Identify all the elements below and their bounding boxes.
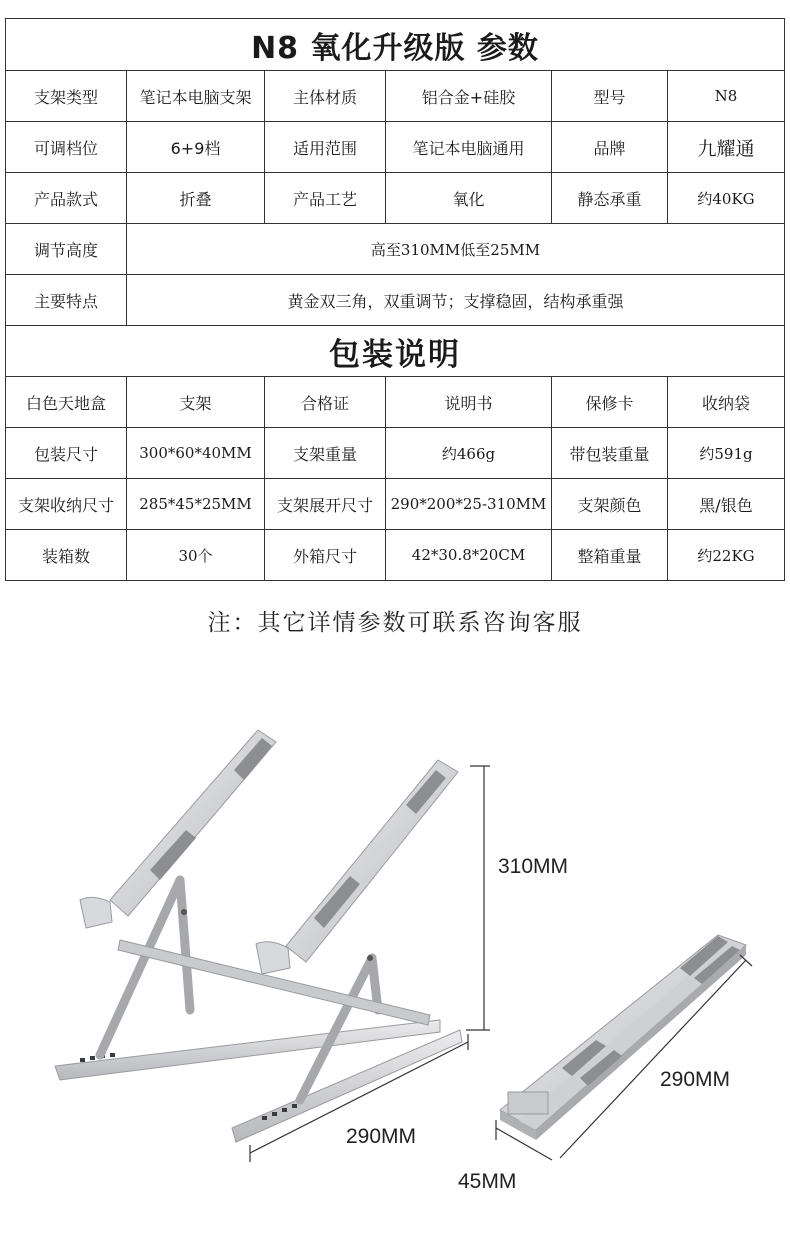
spec-value: 九耀通 [668,122,785,173]
spec-label: 产品工艺 [265,173,386,224]
height-dimension-line [466,766,490,1030]
packing-cell: 收纳袋 [668,377,785,428]
packing-cell: 白色天地盒 [6,377,127,428]
spec-value: 氧化 [386,173,552,224]
spec-value: 约40KG [668,173,785,224]
packing-value: 42*30.8*20CM [386,530,552,581]
packing-value: 约466g [386,428,552,479]
spec-row [6,173,785,224]
spec-label: 适用范围 [265,122,386,173]
spec-value: 6+9档 [127,122,265,173]
packing-label: 支架展开尺寸 [265,479,386,530]
spec-label: 型号 [552,71,668,122]
spec-value: 折叠 [127,173,265,224]
packing-value: 300*60*40MM [127,428,265,479]
packing-value: 黑/银色 [668,479,785,530]
spec-value: 黄金双三角，双重调节；支撑稳固，结构承重强 [127,275,785,326]
packing-label: 外箱尺寸 [265,530,386,581]
packing-label: 装箱数 [6,530,127,581]
spec-value: 铝合金+硅胶 [386,71,552,122]
spec-label: 品牌 [552,122,668,173]
packing-label: 整箱重量 [552,530,668,581]
packing-label: 支架重量 [265,428,386,479]
packing-value: 285*45*25MM [127,479,265,530]
packing-cell: 保修卡 [552,377,668,428]
packing-value: 约591g [668,428,785,479]
spec-table [5,18,785,581]
packing-value: 290*200*25-310MM [386,479,552,530]
spec-label: 可调档位 [6,122,127,173]
height-label: 310MM [498,855,569,878]
spec-row [6,122,785,173]
spec-label: 主要特点 [6,275,127,326]
packing-label: 支架颜色 [552,479,668,530]
section-title-row [6,326,785,377]
folded-length-label: 290MM [660,1068,731,1091]
packing-label: 支架收纳尺寸 [6,479,127,530]
spec-row [6,275,785,326]
spec-label: 支架类型 [6,71,127,122]
spec-label: 静态承重 [552,173,668,224]
spec-row [6,224,785,275]
page-title: N8 氧化升级版 参数 [6,19,785,71]
folded-stand-image [500,935,746,1140]
packing-label: 包装尺寸 [6,428,127,479]
packing-row [6,428,785,479]
packing-row [6,479,785,530]
spec-label: 主体材质 [265,71,386,122]
packing-value: 30个 [127,530,265,581]
product-illustration [0,700,790,1237]
packing-cell: 说明书 [386,377,552,428]
spec-row [6,71,785,122]
packing-row [6,377,785,428]
open-width-label: 290MM [346,1125,417,1148]
packing-label: 带包装重量 [552,428,668,479]
spec-label: 调节高度 [6,224,127,275]
open-stand-image [55,730,462,1142]
spec-value: 笔记本电脑支架 [127,71,265,122]
spec-value: 笔记本电脑通用 [386,122,552,173]
title-row [6,19,785,71]
packing-cell: 合格证 [265,377,386,428]
spec-label: 产品款式 [6,173,127,224]
packing-title: 包装说明 [6,326,785,377]
packing-cell: 支架 [127,377,265,428]
contact-note: 注：其它详情参数可联系咨询客服 [207,610,583,636]
spec-value: N8 [668,71,785,122]
folded-depth-label: 45MM [458,1170,517,1193]
packing-value: 约22KG [668,530,785,581]
packing-row [6,530,785,581]
spec-value: 高至310MM低至25MM [127,224,785,275]
